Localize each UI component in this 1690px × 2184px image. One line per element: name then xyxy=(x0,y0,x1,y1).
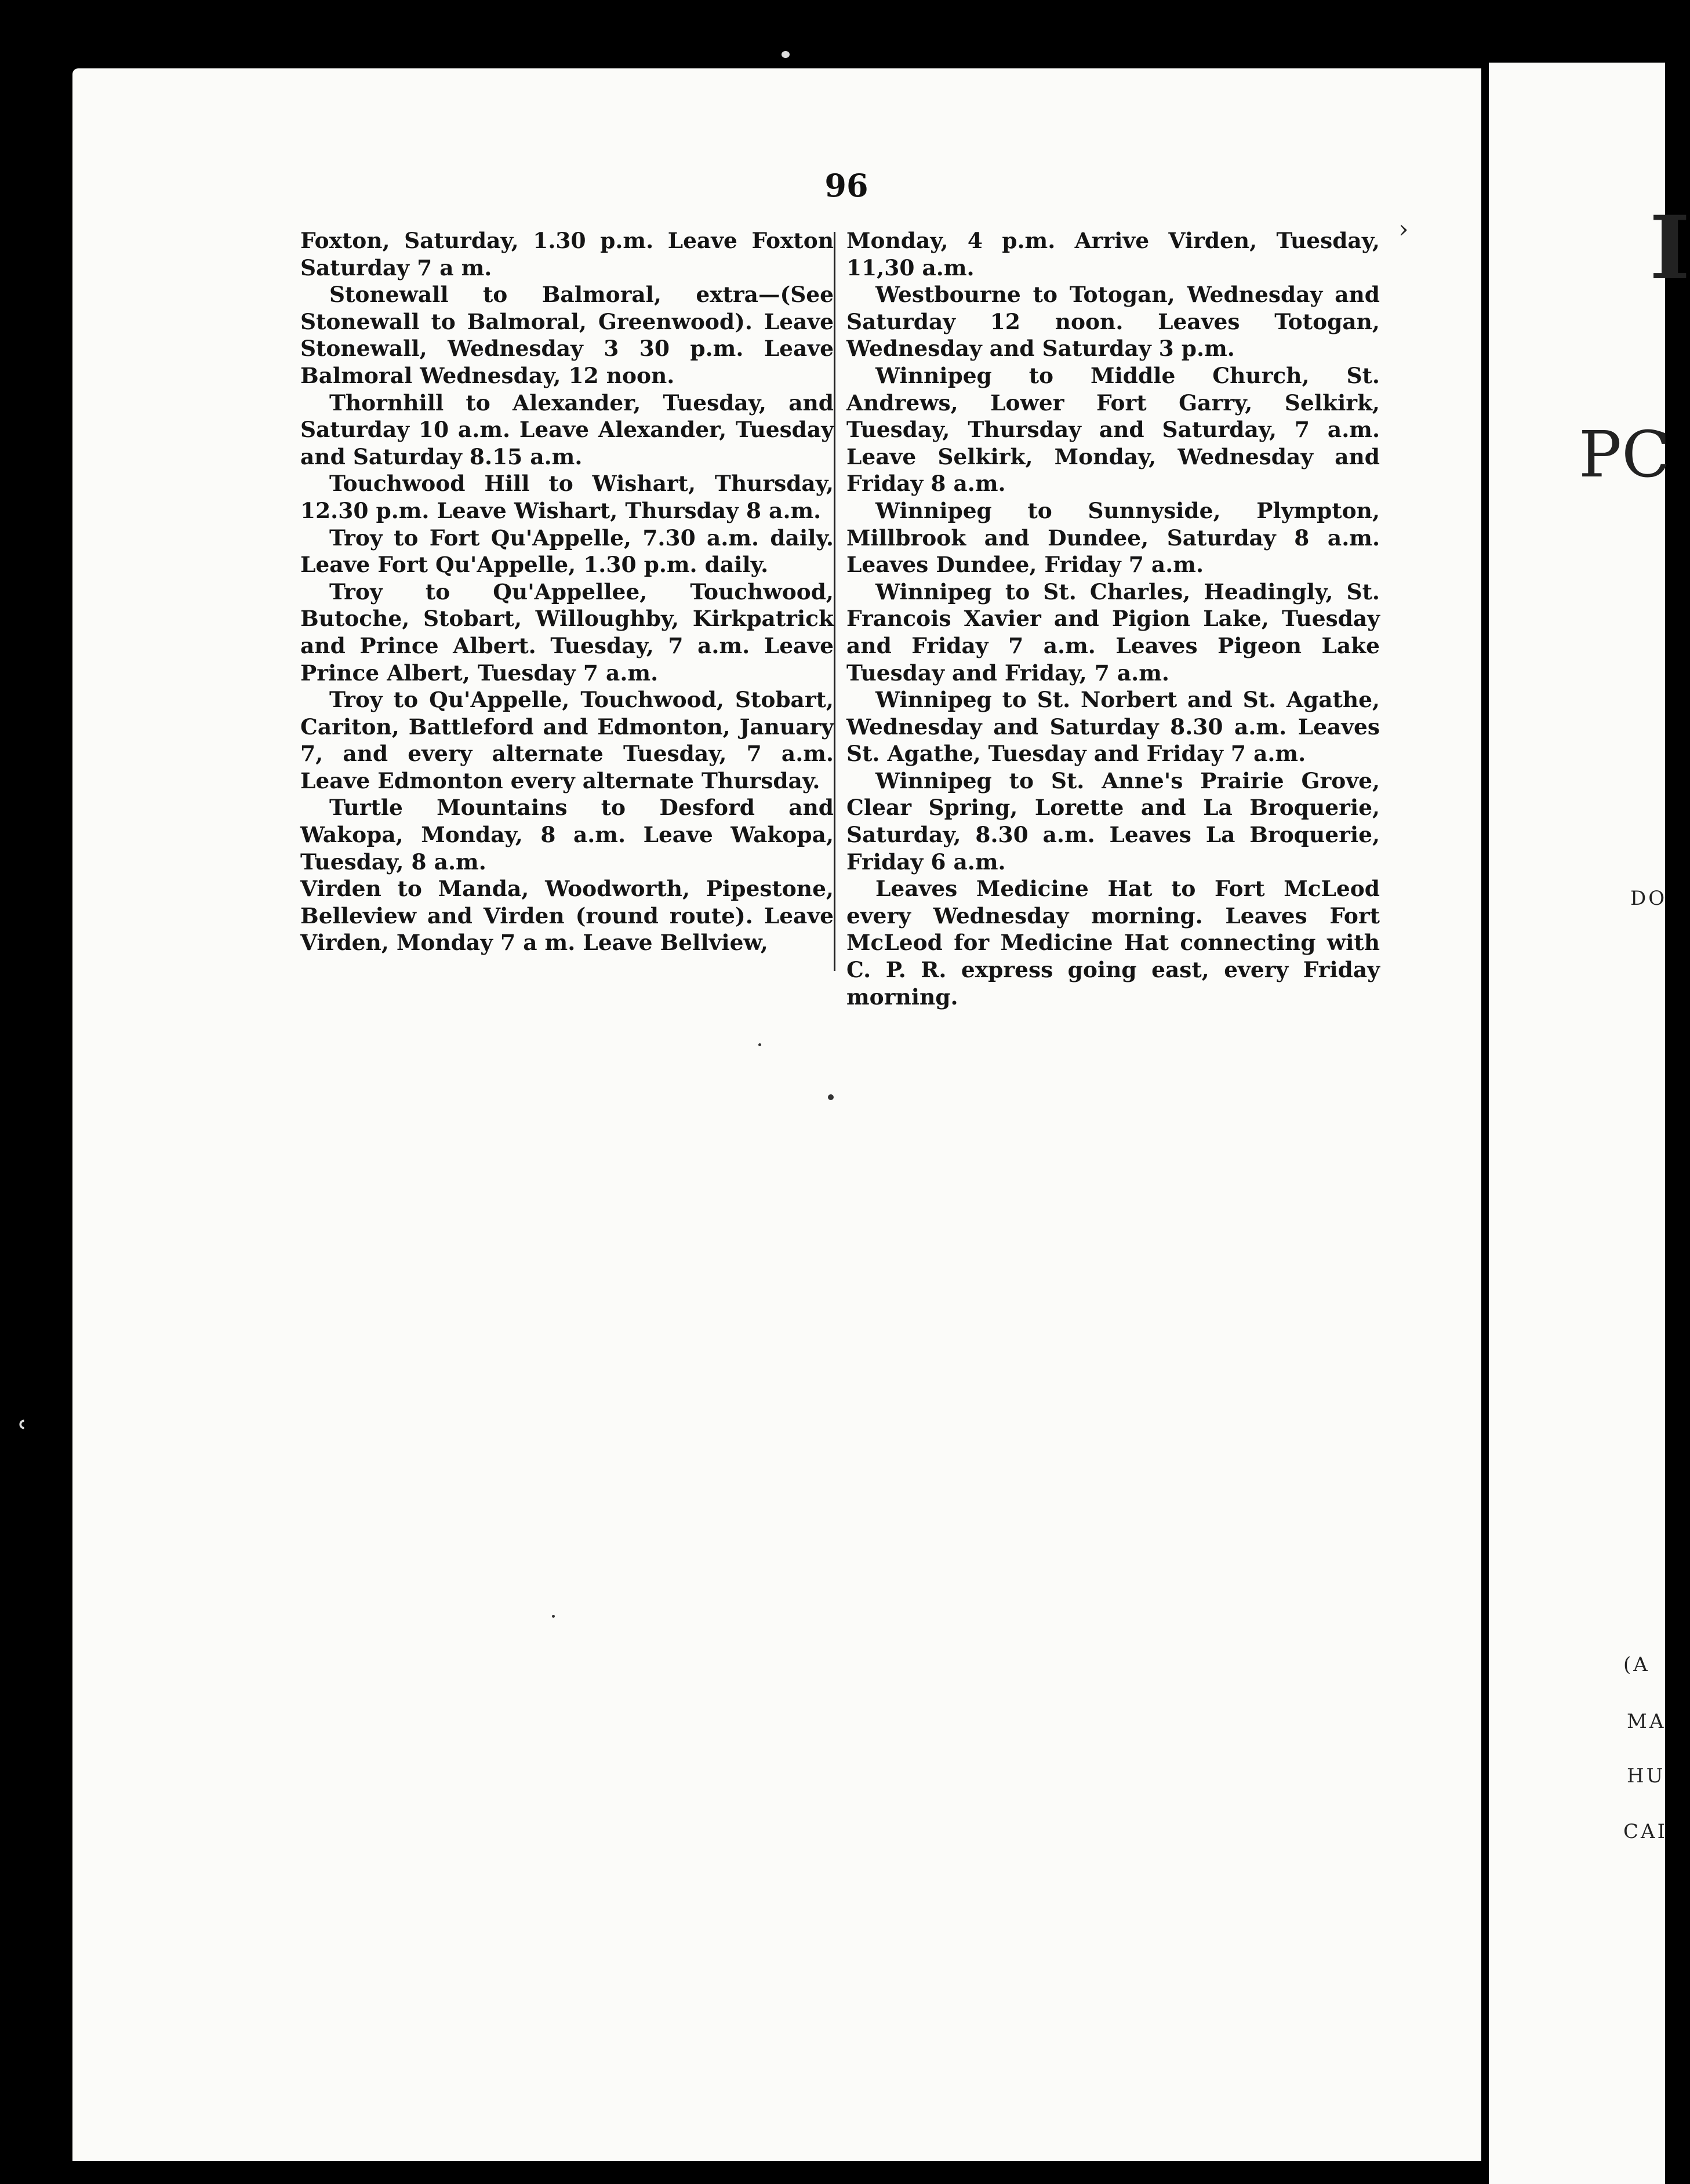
facing-page-heading: PC xyxy=(1579,417,1671,492)
ink-speck xyxy=(828,1094,834,1100)
ink-speck xyxy=(782,51,790,58)
margin-mark: ʿ xyxy=(17,1414,28,1455)
schedule-entry: Winnipeg to Sunnyside, Plympton, Millbrook and Dundee, Saturday 8 a.m. Leaves Dundee, Friday 7 a.m. xyxy=(846,497,1380,578)
facing-page-text: (A xyxy=(1623,1653,1650,1676)
schedule-entry: Troy to Qu'Appellee, Touchwood, Butoche, Stobart, Willoughby, Kirkpatrick and Prince Albert. Tuesday, 7 a.m. Leave Prince Albert, Tuesday 7 a.m. xyxy=(300,578,834,686)
schedule-entry: Foxton, Saturday, 1.30 p.m. Leave Foxton Saturday 7 a m. xyxy=(300,228,834,281)
schedule-entry: Winnipeg to Middle Church, St. Andrews, Lower Fort Garry, Selkirk, Tuesday, Thursday and Saturday, 7 a.m. Leave Selkirk, Monday, Wednesday and Friday 8 a.m. xyxy=(846,362,1380,497)
right-column xyxy=(846,227,1380,1010)
schedule-entry: Touchwood Hill to Wishart, Thursday, 12.30 p.m. Leave Wishart, Thursday 8 a.m. xyxy=(300,471,834,523)
schedule-entry: Thornhill to Alexander, Tuesday, and Saturday 10 a.m. Leave Alexander, Tuesday and Saturday 8.15 a.m. xyxy=(300,390,834,469)
left-column xyxy=(300,227,834,956)
margin-mark: › xyxy=(1398,214,1409,244)
ink-speck xyxy=(758,1043,761,1046)
facing-page-text: HU xyxy=(1627,1764,1666,1788)
schedule-entry: Virden to Manda, Woodworth, Pipestone, Belleview and Virden (round route). Leave Virden, Monday 7 a m. Leave Bellview, xyxy=(300,876,834,956)
schedule-entry: Monday, 4 p.m. Arrive Virden, Tuesday, 11,30 a.m. xyxy=(846,228,1380,281)
facing-page-text: MA xyxy=(1627,1710,1666,1733)
schedule-entry: Westbourne to Totogan, Wednesday and Saturday 12 noon. Leaves Totogan, Wednesday and Saturday 3 p.m. xyxy=(846,282,1380,362)
facing-page-text: DO xyxy=(1630,887,1667,910)
right-page-edge xyxy=(1489,63,1665,2184)
schedule-entry: Winnipeg to St. Norbert and St. Agathe, Wednesday and Saturday 8.30 a.m. Leaves St. Agathe, Tuesday and Friday 7 a.m. xyxy=(846,687,1380,767)
column-divider xyxy=(834,232,835,971)
facing-page-text: CAI xyxy=(1623,1820,1667,1843)
page-number: 96 xyxy=(824,167,868,204)
schedule-entry: Leaves Medicine Hat to Fort McLeod every Wednesday morning. Leaves Fort McLeod for Medicine Hat connecting with C. P. R. express going east, every Friday morning. xyxy=(846,876,1380,1010)
facing-page-letter: I xyxy=(1649,197,1690,299)
schedule-entry: Stonewall to Balmoral, extra—(See Stonewall to Balmoral, Greenwood). Leave Stonewall, Wednesday 3 30 p.m. Leave Balmoral Wednesday, 12 noon. xyxy=(300,282,834,388)
ink-speck xyxy=(552,1615,555,1618)
schedule-entry: Troy to Fort Qu'Appelle, 7.30 a.m. daily. Leave Fort Qu'Appelle, 1.30 p.m. daily. xyxy=(300,525,834,578)
schedule-entry: Turtle Mountains to Desford and Wakopa, Monday, 8 a.m. Leave Wakopa, Tuesday, 8 a.m. xyxy=(300,795,834,875)
schedule-entry: Troy to Qu'Appelle, Touchwood, Stobart, Cariton, Battleford and Edmonton, January 7, and every alternate Tuesday, 7 a.m. Leave Edmonton every alternate Thursday. xyxy=(300,687,834,793)
schedule-entry: Winnipeg to St. Charles, Headingly, St. Francois Xavier and Pigion Lake, Tuesday and Friday 7 a.m. Leaves Pigeon Lake Tuesday and Friday, 7 a.m. xyxy=(846,578,1380,686)
schedule-entry: Winnipeg to St. Anne's Prairie Grove, Clear Spring, Lorette and La Broquerie, Saturday, 8.30 a.m. Leaves La Broquerie, Friday 6 a.m. xyxy=(846,767,1380,875)
